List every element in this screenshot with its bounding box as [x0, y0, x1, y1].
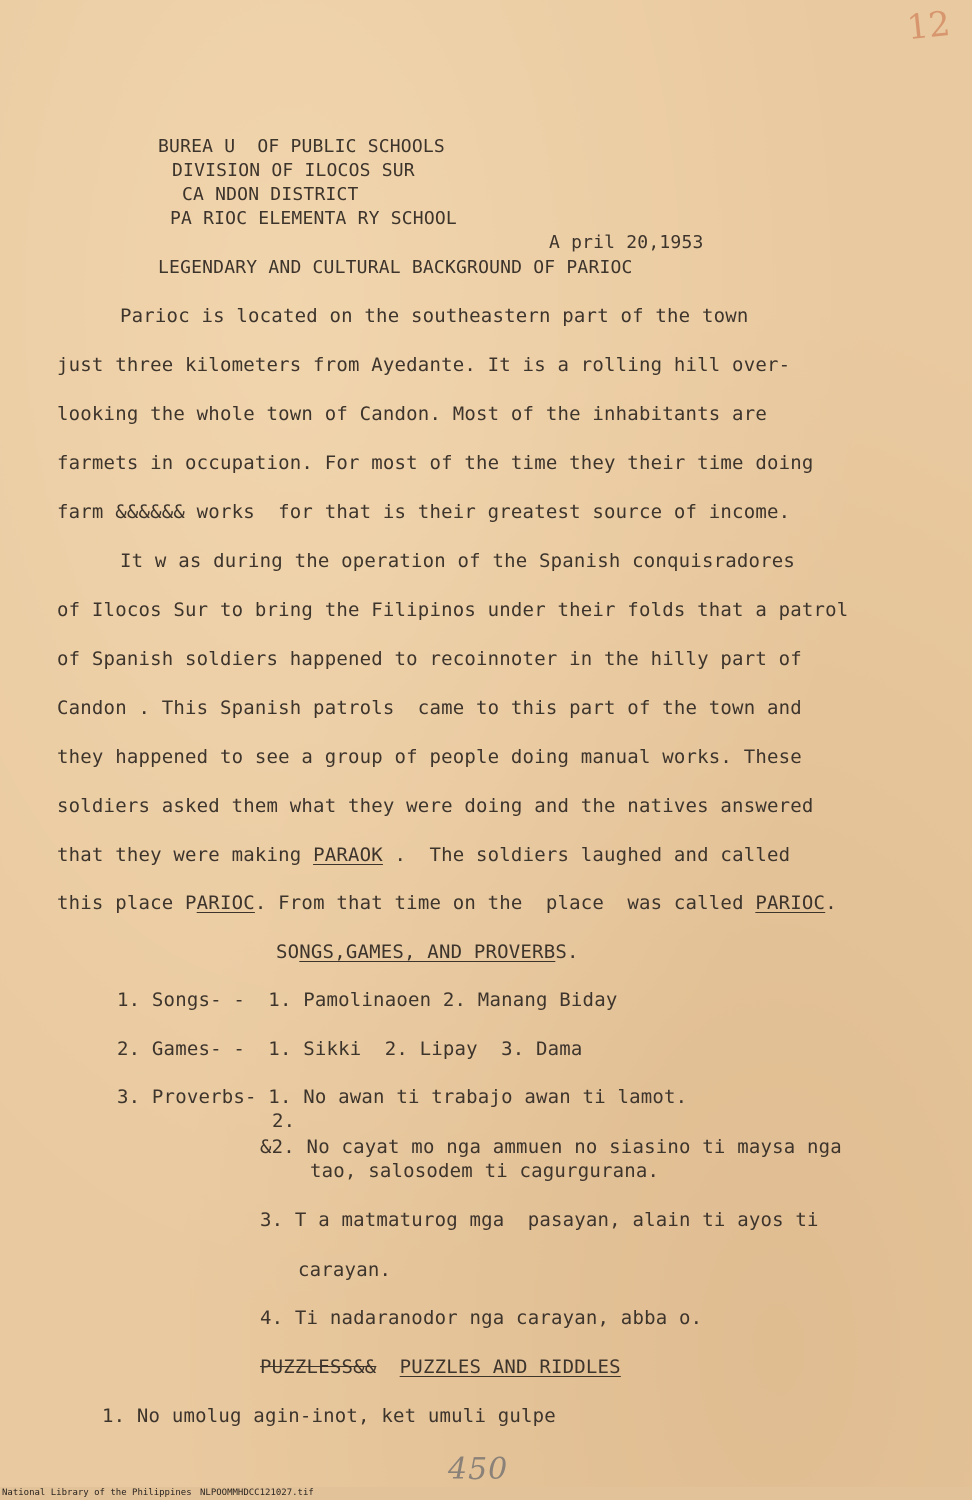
songs-item: 1. Songs- - 1. Pamolinaoen 2. Manang Biday	[117, 989, 618, 1011]
document-title: LEGENDARY AND CULTURAL BACKGROUND OF PARIOC	[158, 257, 633, 278]
line-8-part-c: . From that time on the place was called	[254, 892, 756, 914]
paragraph-2-line-7	[57, 844, 790, 866]
songs-title-part-a: SO	[276, 941, 300, 963]
songs-section-title	[276, 941, 579, 963]
header-school: PA RIOC ELEMENTA RY SCHOOL	[170, 208, 457, 229]
paragraph-2-line-6: soldiers asked them what they were doing and the natives answered	[57, 795, 814, 817]
line-8-part-a: this place P	[57, 892, 197, 914]
paragraph-2-line-5: they happened to see a group of people doing manual works. These	[57, 746, 802, 768]
riddle-1: 1. No umolug agin-inot, ket umuli gulpe	[102, 1405, 556, 1427]
puzzles-title: PUZZLES AND RIDDLES	[399, 1356, 621, 1378]
footer-filename: NLPOOMMHDCC121027.tif	[200, 1488, 314, 1498]
paragraph-1-line-1: Parioc is located on the southeastern part of the town	[120, 305, 749, 327]
page-number: 450	[448, 1452, 509, 1487]
parioc-word-1: ARIOC	[196, 892, 255, 914]
proverb-3-line-1: 3. T a matmaturog mga pasayan, alain ti ayos ti	[260, 1209, 819, 1231]
proverb-3-line-2: carayan.	[298, 1259, 392, 1281]
header-district: CA NDON DISTRICT	[182, 184, 359, 205]
scan-footer	[0, 1487, 972, 1500]
proverb-2-line-1: &2. No cayat mo nga ammuen no siasino ti maysa nga	[260, 1136, 842, 1158]
struck-text: PUZZLESS&&	[260, 1356, 377, 1378]
paragraph-2-line-8	[57, 892, 837, 914]
parioc-word-2: PARIOC	[755, 892, 826, 914]
proverb-2-number: 2.	[272, 1110, 296, 1132]
header-division: DIVISION OF ILOCOS SUR	[172, 160, 415, 181]
line-7-part-c: . The soldiers laughed and called	[382, 844, 791, 866]
songs-title-part-c: S.	[555, 941, 579, 963]
paraok-word: PARAOK	[313, 844, 383, 866]
puzzles-section-title	[260, 1356, 621, 1378]
header-date: A pril 20,1953	[549, 232, 704, 253]
games-item: 2. Games- - 1. Sikki 2. Lipay 3. Dama	[117, 1038, 583, 1060]
paragraph-1-line-4: farmets in occupation. For most of the time they their time doing	[57, 452, 814, 474]
corner-mark: 12	[904, 3, 952, 49]
paragraph-2-line-1: It w as during the operation of the Spanish conquisradores	[120, 550, 796, 572]
proverb-1: 3. Proverbs- 1. No awan ti trabajo awan ti lamot.	[117, 1086, 688, 1108]
paragraph-2-line-4: Candon . This Spanish patrols came to this part of the town and	[57, 697, 802, 719]
paragraph-1-line-2: just three kilometers from Ayedante. It is a rolling hill over-	[57, 354, 791, 376]
line-7-part-a: that they were making	[57, 844, 314, 866]
paragraph-1-line-3: looking the whole town of Candon. Most of the inhabitants are	[57, 403, 767, 425]
footer-library: National Library of the Philippines	[2, 1488, 192, 1498]
proverb-4: 4. Ti nadaranodor nga carayan, abba o.	[260, 1307, 703, 1329]
header-bureau: BUREA U OF PUBLIC SCHOOLS	[158, 136, 445, 157]
paragraph-2-line-2: of Ilocos Sur to bring the Filipinos under their folds that a patrol	[57, 599, 849, 621]
songs-title-underlined: NGS,GAMES, AND PROVERB	[299, 941, 556, 963]
paragraph-1-line-5: farm &&&&&& works for that is their greatest source of income.	[57, 501, 791, 523]
paragraph-2-line-3: of Spanish soldiers happened to recoinnoter in the hilly part of	[57, 648, 802, 670]
proverb-2-line-2: tao, salosodem ti cagurgurana.	[310, 1160, 660, 1182]
line-8-part-e: .	[825, 892, 837, 914]
